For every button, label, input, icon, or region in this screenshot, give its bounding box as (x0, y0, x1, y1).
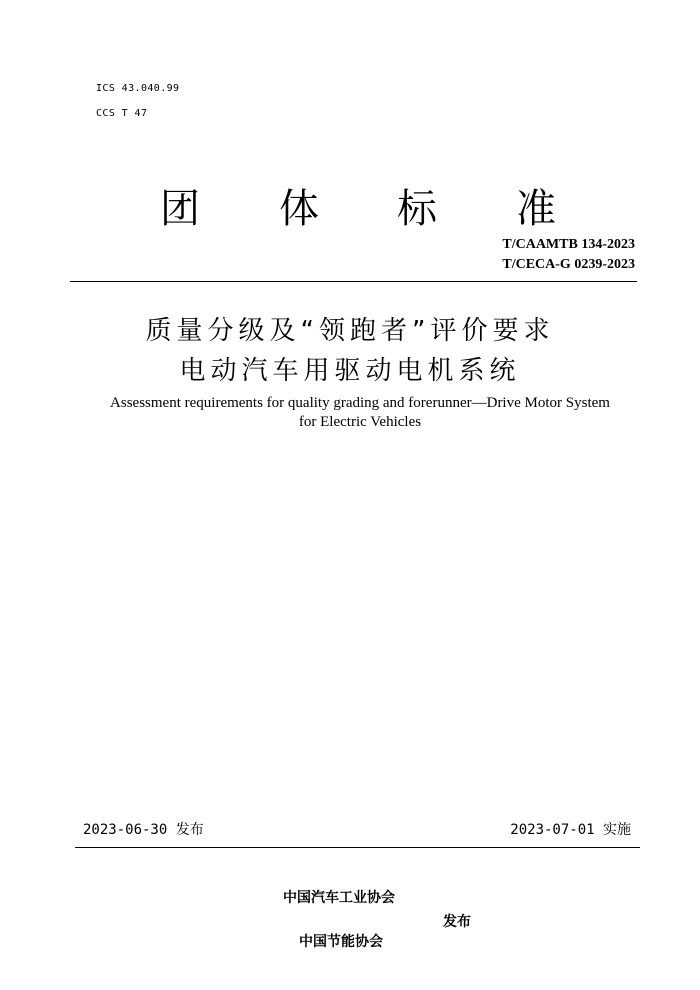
implement-date: 2023-07-01 实施 (510, 822, 631, 838)
document-title-cn-line2: 电动汽车用驱动电机系统 (179, 356, 521, 386)
header-divider (70, 281, 637, 282)
standard-type-char: 团 (160, 186, 200, 232)
ccs-code: CCS T 47 (96, 108, 148, 119)
issuer-org: 中国节能协会 (299, 934, 383, 950)
document-title-cn-line1: 质量分级及“领跑者”评价要求 (145, 316, 555, 346)
publish-date: 2023-06-30 发布 (83, 822, 204, 838)
document-title-en-line2: for Electric Vehicles (298, 414, 422, 430)
standard-type-char: 准 (516, 186, 556, 232)
issue-label: 发布 (443, 914, 471, 930)
issuer-org: 中国汽车工业协会 (283, 890, 395, 906)
standard-type-char: 标 (397, 186, 437, 232)
ics-code: ICS 43.040.99 (96, 83, 180, 94)
standard-number: T/CAAMTB 134-2023 (502, 237, 635, 252)
standard-type-char: 体 (279, 186, 319, 232)
standard-number: T/CECA-G 0239-2023 (502, 257, 635, 272)
document-title-en-line1: Assessment requirements for quality grading and forerunner—Drive Motor System (110, 395, 610, 411)
footer-divider (75, 847, 640, 848)
